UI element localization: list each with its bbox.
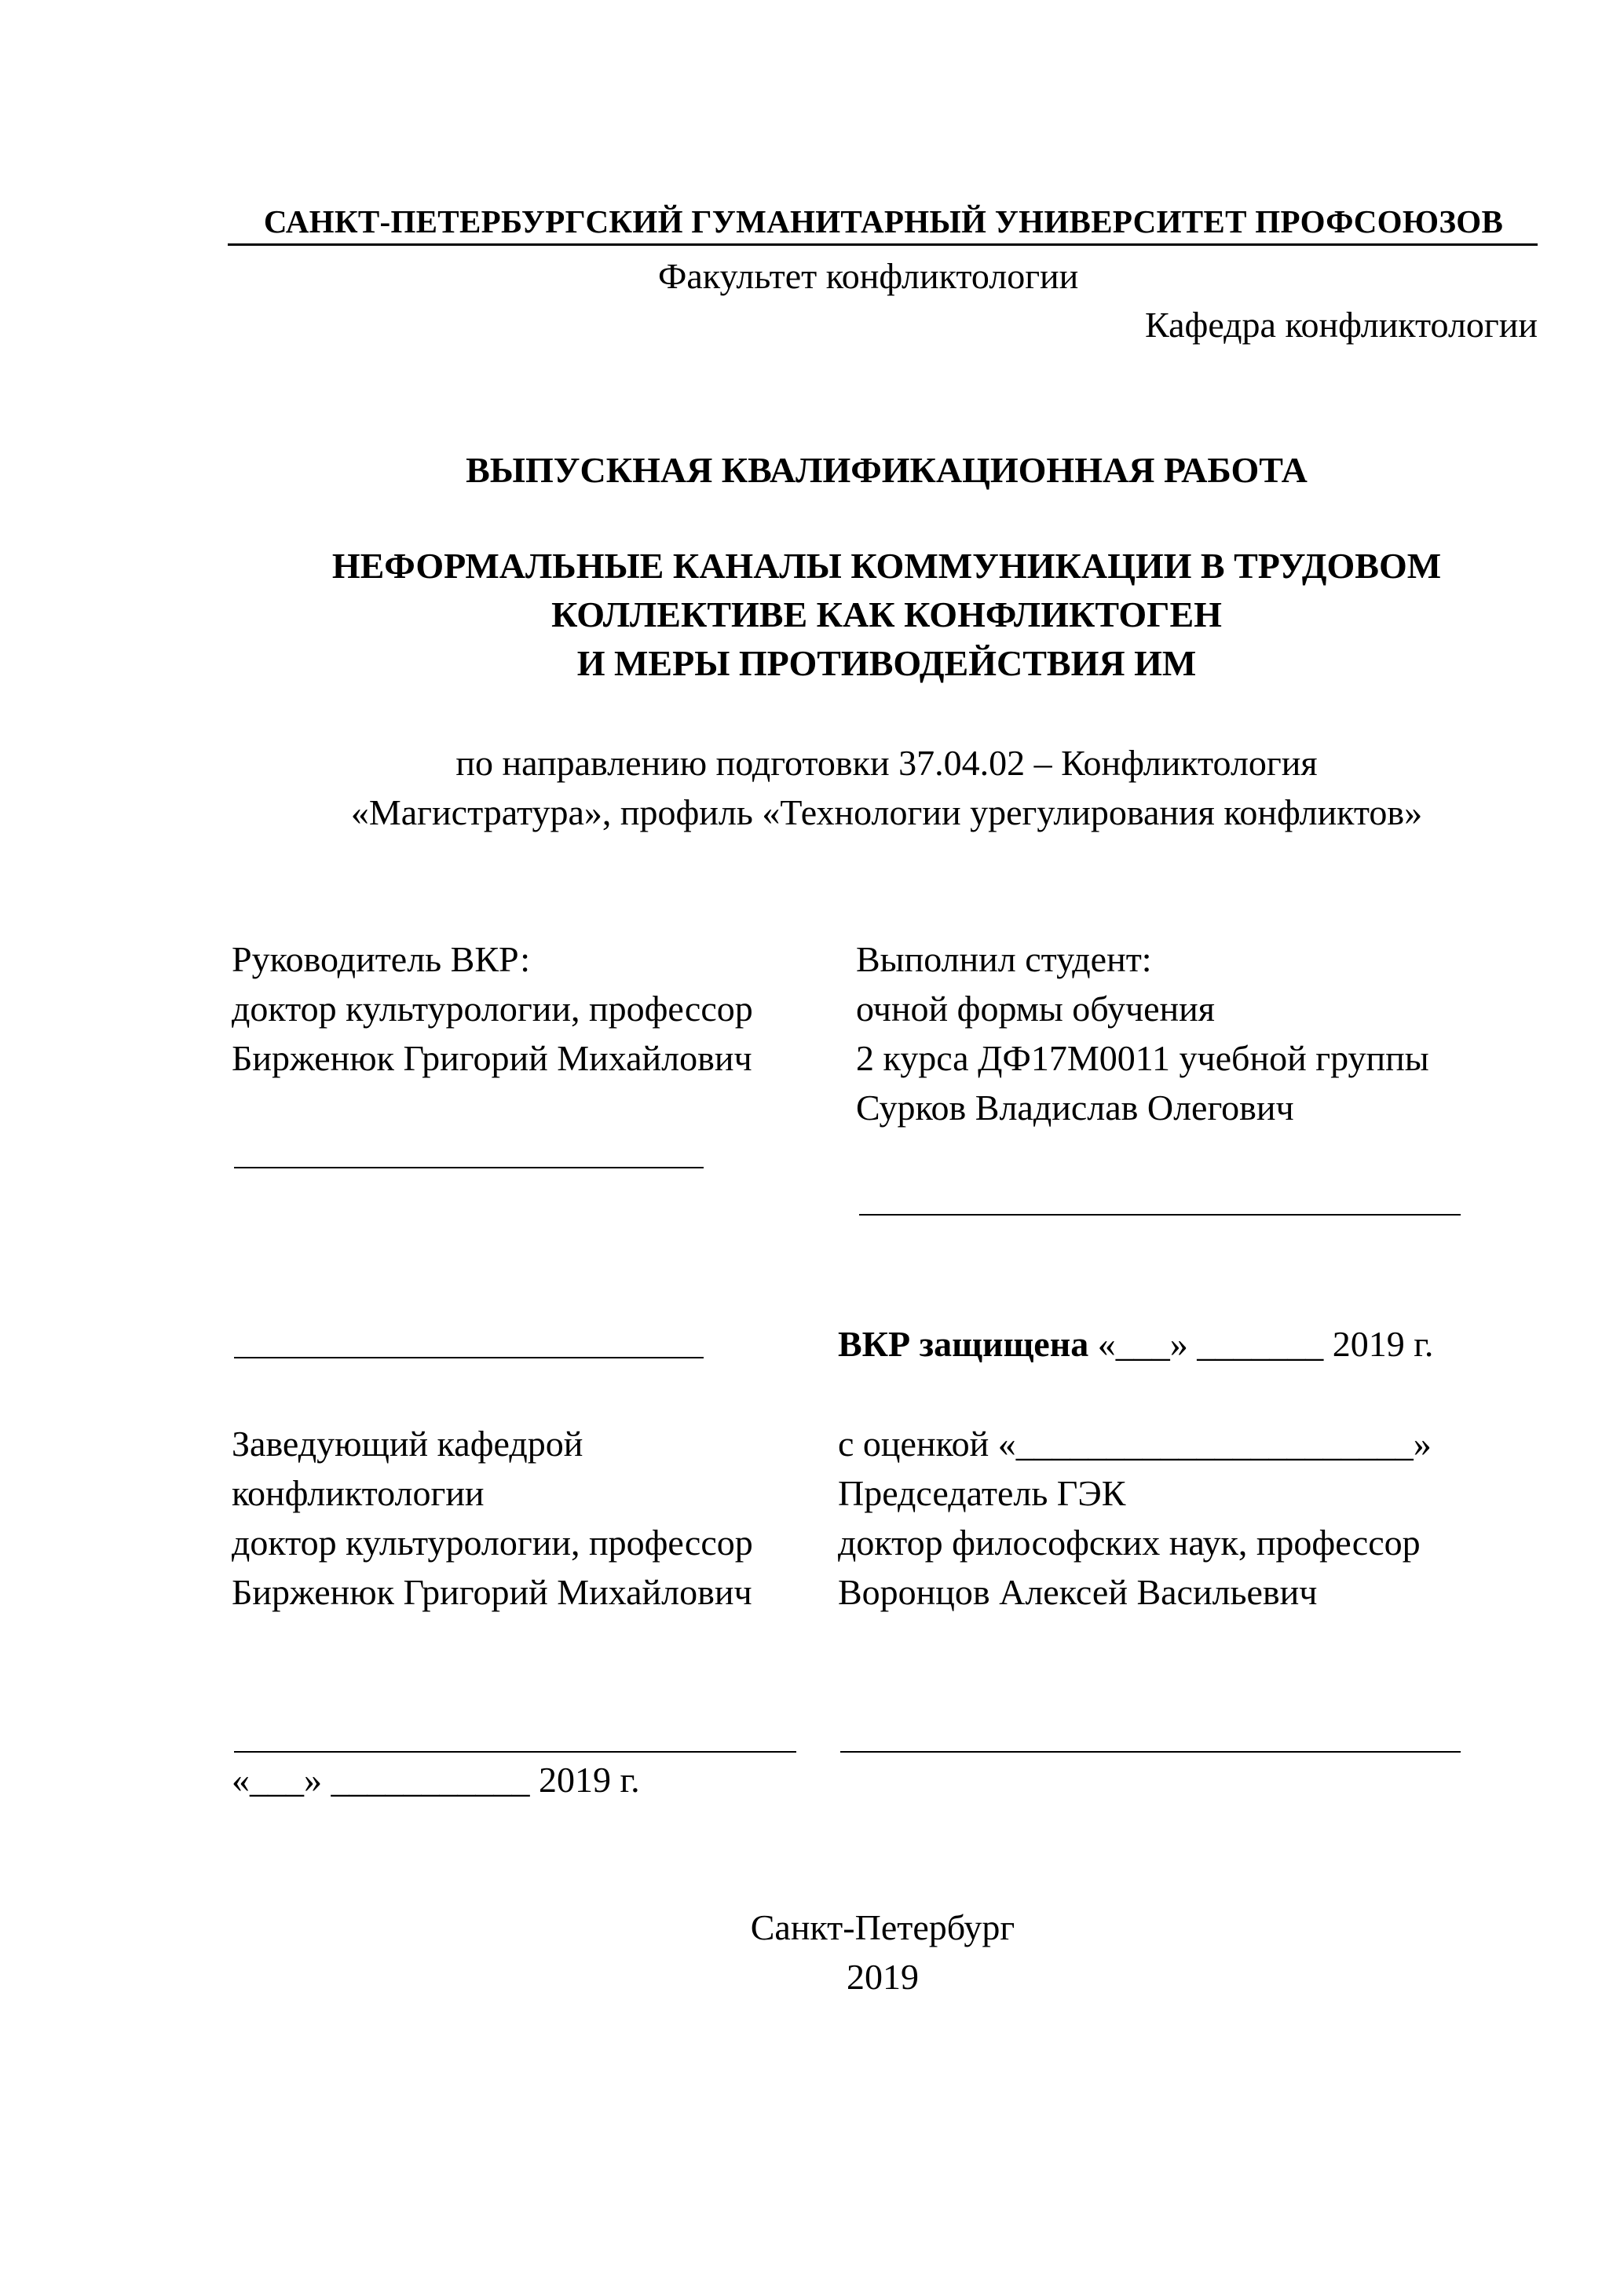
university-name: САНКТ-ПЕТЕРБУРГСКИЙ ГУМАНИТАРНЫЙ УНИВЕРСИТЕТ ПРОФСОЮЗОВ [263,203,1504,239]
direction-line-1: по направлению подготовки 37.04.02 – Конфликтология [455,743,1318,783]
header-rule [228,243,1538,246]
direction-line-2: «Магистратура», профиль «Технологии урегулирования конфликтов» [350,792,1423,832]
topic-title-line-2: КОЛЛЕКТИВЕ КАК КОНФЛИКТОГЕН [551,594,1222,634]
chairman-name: Воронцов Алексей Васильевич [838,1572,1318,1612]
chairman-degree: доктор философских наук, профессор [838,1523,1421,1563]
topic-title-line-1: НЕФОРМАЛЬНЫЕ КАНАЛЫ КОММУНИКАЦИИ В ТРУДОВОМ [331,546,1442,586]
student-study-form: очной формы обучения [856,989,1215,1029]
head-of-department-label: Заведующий кафедрой [232,1424,583,1464]
student-label: Выполнил студент: [856,939,1152,979]
chairman-signature-line [840,1751,1461,1753]
head-of-department-degree: доктор культурологии, профессор [232,1523,753,1563]
work-type-title: ВЫПУСКНАЯ КВАЛИФИКАЦИОННАЯ РАБОТА [466,450,1308,490]
student-name: Сурков Владислав Олегович [856,1088,1294,1128]
defense-label: ВКР защищена [838,1324,1089,1364]
supervisor-label: Руководитель ВКР: [232,939,531,979]
head-of-department-name: Бирженюк Григорий Михайлович [232,1572,752,1612]
supervisor-degree: доктор культурологии, профессор [232,989,753,1029]
student-signature-line [859,1214,1461,1216]
department-name: Кафедра конфликтологии [1145,305,1538,345]
supervisor-signature-line [234,1167,704,1168]
defense-date-value: «___» _______ 2019 г. [1088,1324,1434,1364]
defense-grade: с оценкой «______________________» [838,1424,1432,1464]
city: Санкт-Петербург [750,1907,1015,1947]
year: 2019 [847,1957,919,1997]
supervisor-name: Бирженюк Григорий Михайлович [232,1038,752,1078]
head-of-department-date: «___» ___________ 2019 г. [232,1760,640,1800]
defense-date [838,1319,1433,1369]
topic-title-line-3: И МЕРЫ ПРОТИВОДЕЙСТВИЯ ИМ [576,643,1197,683]
chairman-label: Председатель ГЭК [838,1473,1126,1513]
student-group: 2 курса ДФ17М0011 учебной группы [856,1038,1429,1078]
faculty-name: Факультет конфликтологии [658,256,1079,296]
head-of-department-dept: конфликтологии [232,1473,485,1513]
supervisor-second-signature-line [234,1357,704,1358]
head-of-department-signature-line [234,1751,796,1753]
